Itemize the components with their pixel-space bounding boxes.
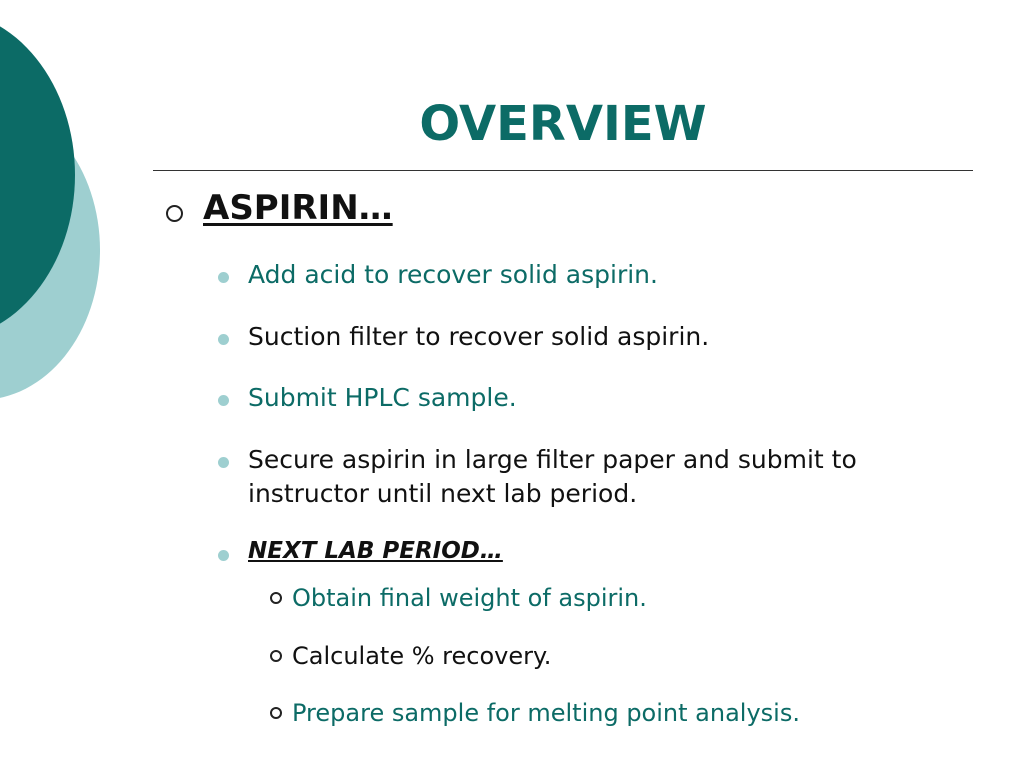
bullet-item: Add acid to recover solid aspirin. [248,260,658,289]
dot-bullet-icon [218,272,229,283]
bullet-item: Suction filter to recover solid aspirin. [248,322,710,351]
bullet-item: Submit HPLC sample. [248,383,517,412]
hollow-circle-bullet-icon [166,205,183,222]
title-divider [153,170,973,171]
hollow-circle-bullet-icon [270,707,282,719]
slide-title: OVERVIEW [419,96,707,152]
hollow-circle-bullet-icon [270,650,282,662]
dot-bullet-icon [218,550,229,561]
hollow-circle-bullet-icon [270,592,282,604]
sub-bullet-item: Prepare sample for melting point analysis. [292,699,800,727]
next-lab-period-heading: NEXT LAB PERIOD… [248,538,503,564]
dot-bullet-icon [218,395,229,406]
sub-bullet-item: Obtain final weight of aspirin. [292,584,647,612]
bullet-item-line: Secure aspirin in large filter paper and submit to [248,445,857,474]
dot-bullet-icon [218,457,229,468]
sub-bullet-item: Calculate % recovery. [292,642,552,670]
bullet-item-line: instructor until next lab period. [248,479,638,508]
dot-bullet-icon [218,334,229,345]
section-heading: ASPIRIN… [203,188,393,228]
